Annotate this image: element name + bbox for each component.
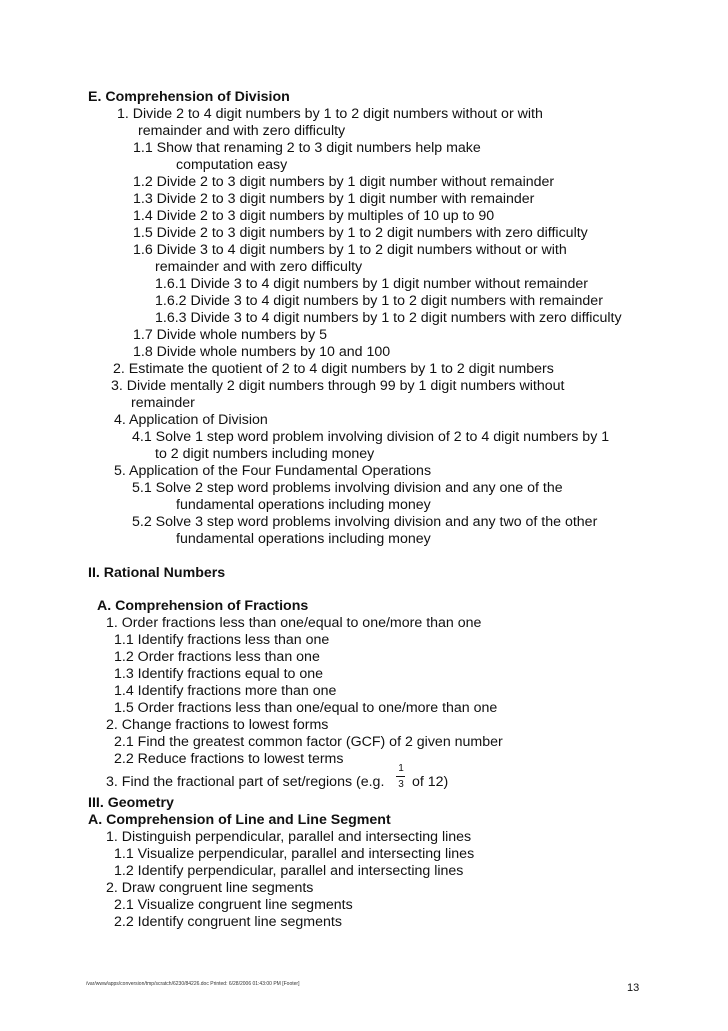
outline-item: 2.2 Reduce fractions to lowest terms bbox=[114, 751, 344, 767]
outline-item: 1.2 Divide 2 to 3 digit numbers by 1 digit number without remainder bbox=[133, 174, 555, 190]
outline-item: 1.5 Order fractions less than one/equal to one/more than one bbox=[114, 700, 498, 716]
section-heading: III. Geometry bbox=[88, 795, 174, 811]
outline-item: 2.1 Visualize congruent line segments bbox=[114, 897, 353, 913]
page-footer: /var/www/apps/conversion/tmp/scratch/6230/84226.doc Printed: 6/28/2006 01:43:00 PM [Footer] bbox=[86, 981, 300, 987]
outline-item: 5.2 Solve 3 step word problems involving division and any two of the other bbox=[132, 514, 598, 530]
outline-item: to 2 digit numbers including money bbox=[155, 446, 375, 462]
outline-item: 1. Order fractions less than one/equal to one/more than one bbox=[106, 615, 482, 631]
outline-item: 1.6 Divide 3 to 4 digit numbers by 1 to 2 digit numbers without or with bbox=[133, 242, 567, 258]
outline-item: 4. Application of Division bbox=[114, 412, 268, 428]
outline-item: 2.2 Identify congruent line segments bbox=[114, 914, 342, 930]
outline-item: 1.6.3 Divide 3 to 4 digit numbers by 1 to 2 digit numbers with zero difficulty bbox=[155, 310, 622, 326]
outline-item: 1.3 Divide 2 to 3 digit numbers by 1 digit number with remainder bbox=[133, 191, 535, 207]
outline-item: 1.4 Identify fractions more than one bbox=[114, 683, 337, 699]
outline-item: 2. Estimate the quotient of 2 to 4 digit numbers by 1 to 2 digit numbers bbox=[113, 361, 554, 377]
fraction-denominator: 3 bbox=[398, 779, 404, 790]
outline-item: remainder bbox=[131, 395, 195, 411]
outline-item: 1.6.1 Divide 3 to 4 digit numbers by 1 digit number without remainder bbox=[155, 276, 588, 292]
outline-item: 1.5 Divide 2 to 3 digit numbers by 1 to 2 digit numbers with zero difficulty bbox=[133, 225, 588, 241]
outline-item: 5.1 Solve 2 step word problems involving division and any one of the bbox=[132, 480, 563, 496]
page-number: 13 bbox=[627, 982, 640, 994]
outline-item: fundamental operations including money bbox=[176, 497, 431, 513]
outline-item: 3. Find the fractional part of set/regions (e.g. bbox=[106, 774, 385, 790]
fraction-numerator: 1 bbox=[398, 763, 404, 774]
outline-item: 1.3 Identify fractions equal to one bbox=[114, 666, 324, 682]
outline-item: fundamental operations including money bbox=[176, 531, 431, 547]
outline-item: of 12) bbox=[412, 774, 449, 790]
outline-item: 3. Divide mentally 2 digit numbers through 99 by 1 digit numbers without bbox=[111, 378, 565, 394]
outline-item: 1.1 Show that renaming 2 to 3 digit numbers help make bbox=[133, 140, 481, 156]
outline-item: 1.2 Identify perpendicular, parallel and intersecting lines bbox=[114, 863, 464, 879]
outline-item: 1.4 Divide 2 to 3 digit numbers by multiples of 10 up to 90 bbox=[133, 208, 495, 224]
outline-item: 2. Draw congruent line segments bbox=[106, 880, 314, 896]
outline-item: 5. Application of the Four Fundamental Operations bbox=[114, 463, 432, 479]
outline-item: remainder and with zero difficulty bbox=[138, 123, 346, 139]
outline-item: 1.2 Order fractions less than one bbox=[114, 649, 320, 665]
outline-item: 1.1 Visualize perpendicular, parallel and intersecting lines bbox=[114, 846, 475, 862]
outline-item: 1. Distinguish perpendicular, parallel and intersecting lines bbox=[106, 829, 472, 845]
outline-item: 1. Divide 2 to 4 digit numbers by 1 to 2 digit numbers without or with bbox=[117, 106, 543, 122]
outline-item: 2.1 Find the greatest common factor (GCF) of 2 given number bbox=[114, 734, 503, 750]
section-heading: II. Rational Numbers bbox=[88, 565, 226, 581]
outline-item: computation easy bbox=[176, 157, 288, 173]
outline-item: 1.1 Identify fractions less than one bbox=[114, 632, 330, 648]
outline-item: 1.7 Divide whole numbers by 5 bbox=[133, 327, 327, 343]
outline-item: 2. Change fractions to lowest forms bbox=[106, 717, 329, 733]
section-heading: E. Comprehension of Division bbox=[88, 89, 290, 105]
outline-item: 4.1 Solve 1 step word problem involving division of 2 to 4 digit numbers by 1 bbox=[132, 429, 610, 445]
subsection-heading: A. Comprehension of Line and Line Segment bbox=[88, 812, 391, 828]
subsection-heading: A. Comprehension of Fractions bbox=[97, 598, 309, 614]
fraction-bar bbox=[396, 776, 405, 777]
outline-item: 1.8 Divide whole numbers by 10 and 100 bbox=[133, 344, 391, 360]
outline-item: 1.6.2 Divide 3 to 4 digit numbers by 1 to 2 digit numbers with remainder bbox=[155, 293, 603, 309]
outline-item: remainder and with zero difficulty bbox=[155, 259, 363, 275]
